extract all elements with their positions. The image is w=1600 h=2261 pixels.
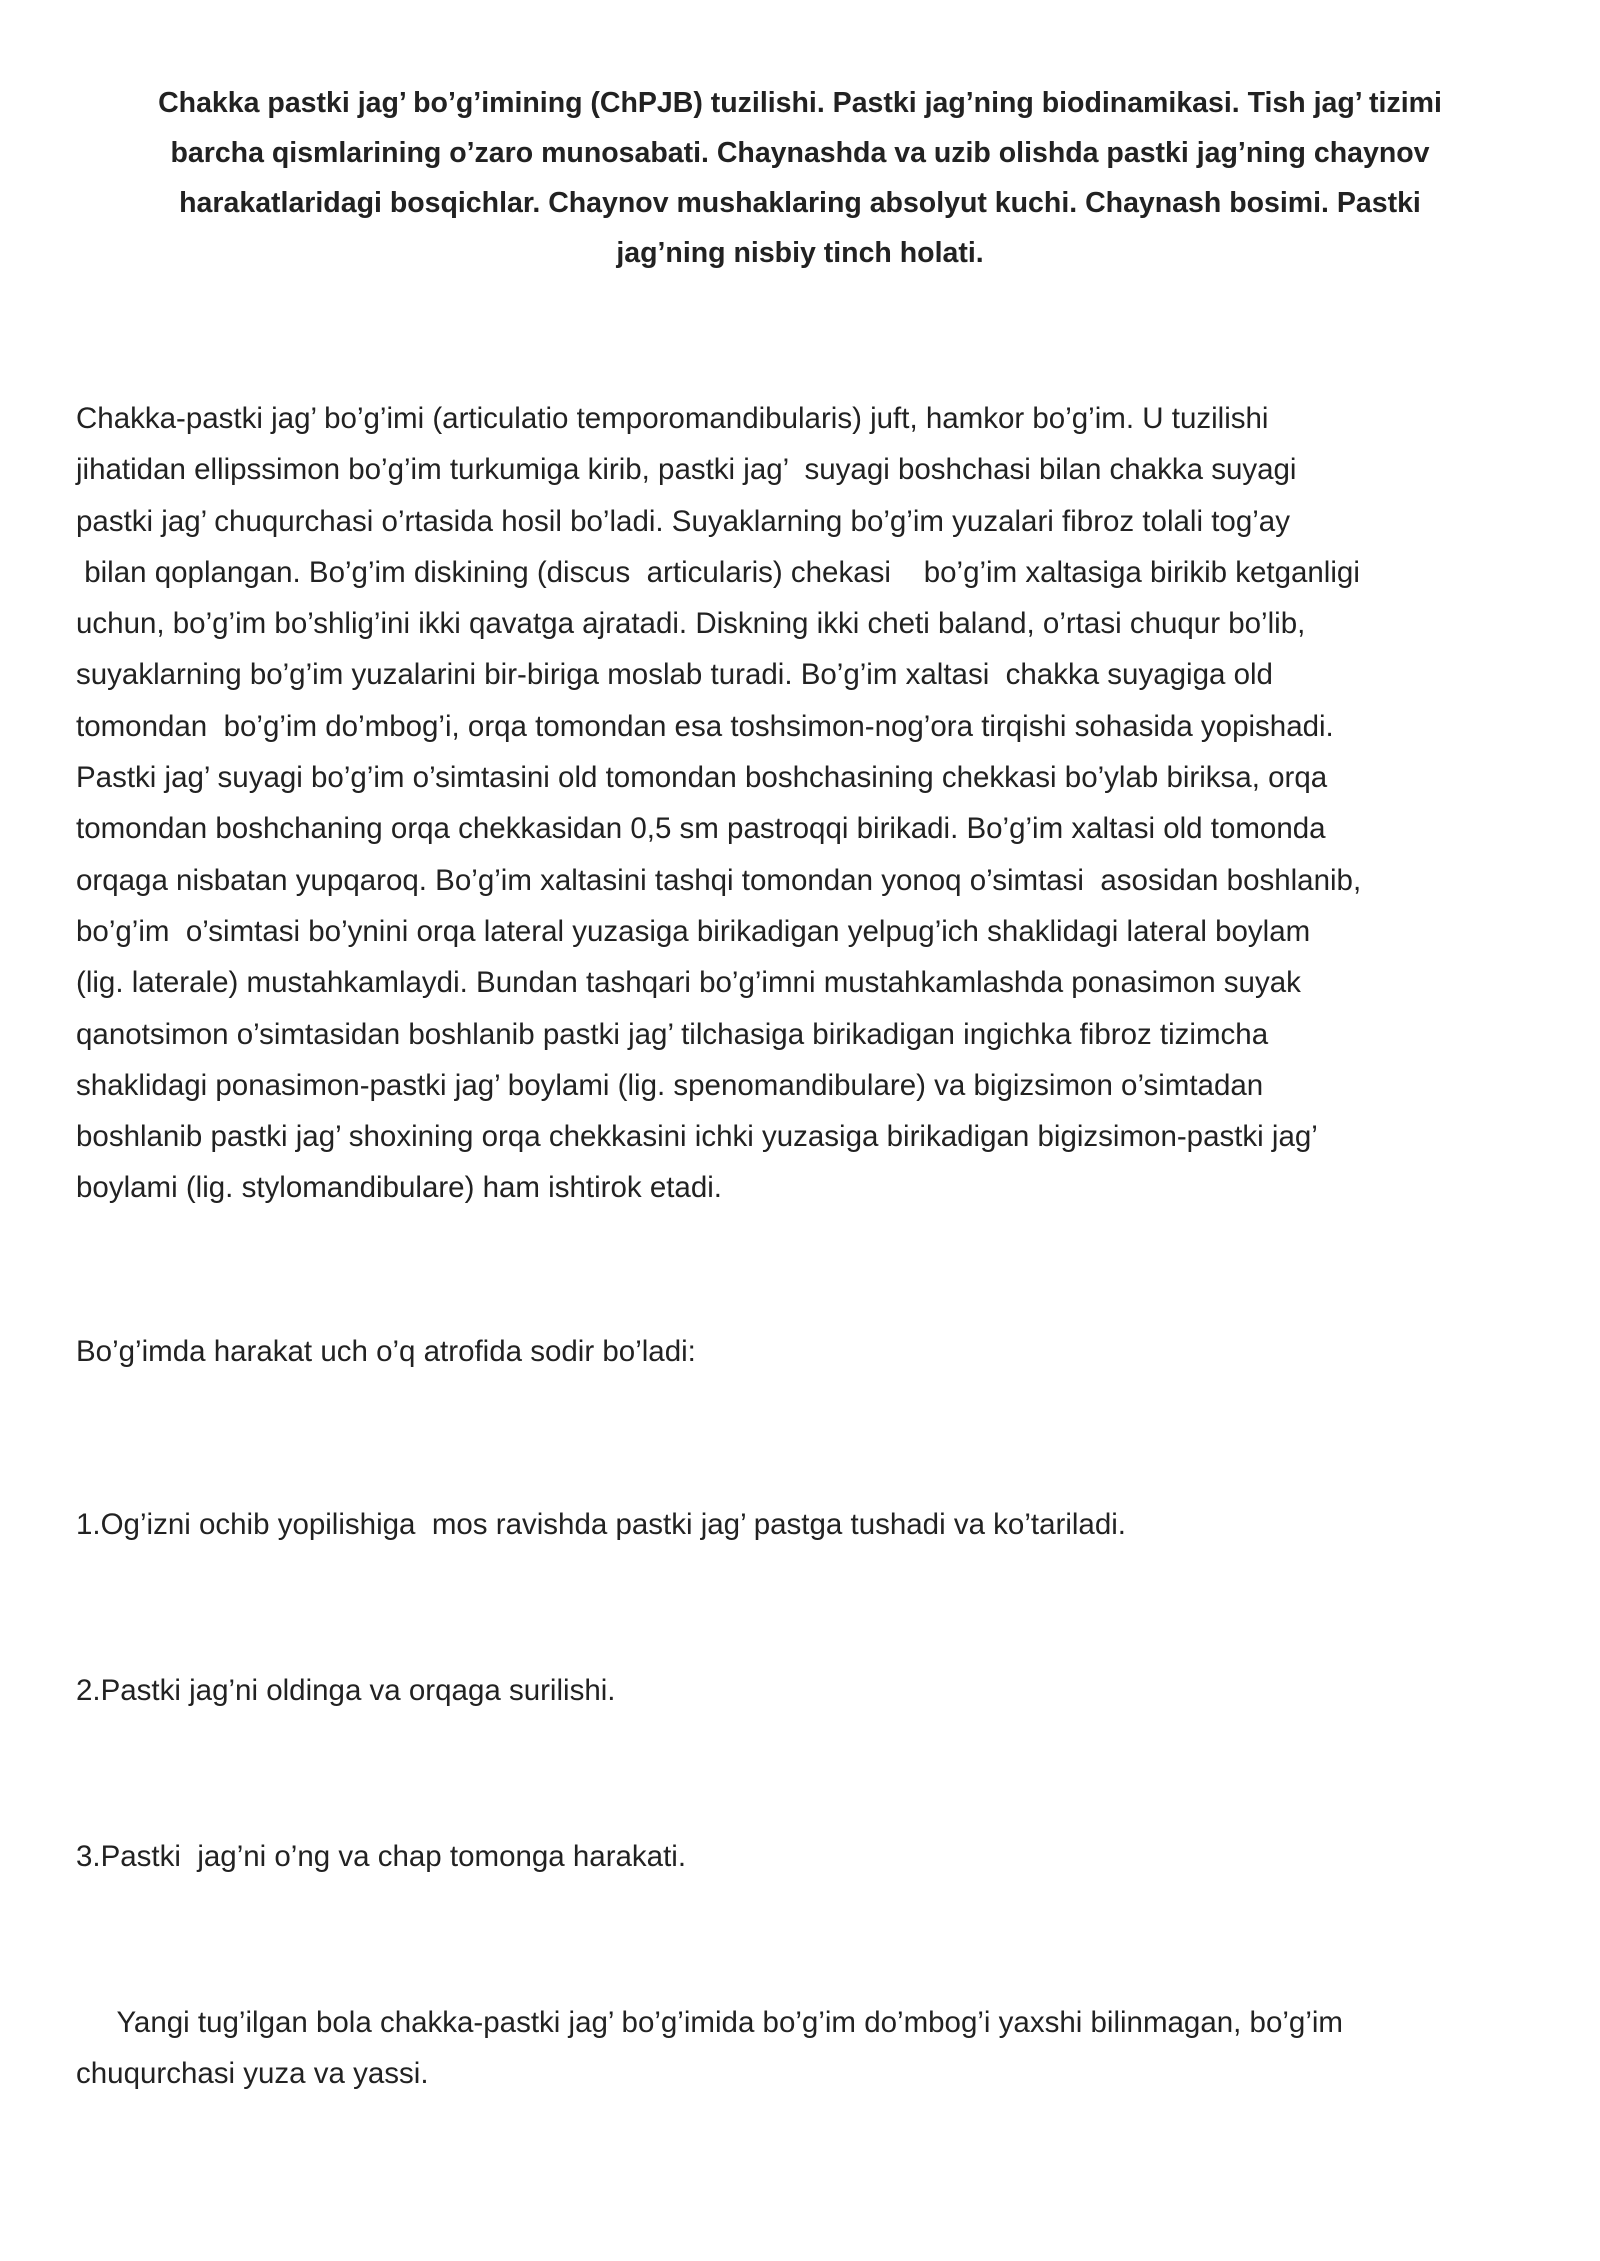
paragraph-line: boshlanib pastki jag’ shoxining orqa chekkasini ichki yuzasiga birikadigan bigizsimon-pastki jag’ [76, 1120, 1318, 1154]
list-item: 1.Og’izni ochib yopilishiga mos ravishda pastki jag’ pastga tushadi va ko’tariladi. [76, 1508, 1126, 1541]
document-title [100, 78, 1500, 278]
paragraph-line: qanotsimon o’simtasidan boshlanib pastki jag’ tilchasiga birikadigan ingichka fibroz tizimcha [76, 1017, 1269, 1051]
paragraph-line: Yangi tug’ilgan bola chakka-pastki jag’ bo’g’imida bo’g’im do’mbog’i yaxshi bilinmagan, bo’g’im [76, 2006, 1344, 2039]
paragraph-line: suyaklarning bo’g’im yuzalarini bir-biriga moslab turadi. Bo’g’im xaltasi chakka suyagiga old [76, 658, 1273, 692]
list-item: 3.Pastki jag’ni o’ng va chap tomonga harakati. [76, 1840, 687, 1873]
paragraph-line: (lig. laterale) mustahkamlaydi. Bundan tashqari bo’g’imni mustahkamlashda ponasimon suyak [76, 966, 1301, 1000]
movement-item-2 [76, 1665, 1536, 1716]
list-item: 2.Pastki jag’ni oldinga va orqaga surilishi. [76, 1674, 616, 1707]
paragraph-line: Bo’g’imda harakat uch o’q atrofida sodir bo’ladi: [76, 1335, 696, 1368]
paragraph-line: uchun, bo’g’im bo’shlig’ini ikki qavatga ajratadi. Diskning ikki cheti baland, o’rtasi chuqur bo’lib, [76, 607, 1306, 641]
paragraph-line: bilan qoplangan. Bo’g’im diskining (discus articularis) chekasi bo’g’im xaltasiga birikib ketganligi [76, 555, 1360, 589]
paragraph-line: boylami (lig. stylomandibulare) ham ishtirok etadi. [76, 1171, 722, 1205]
joint-structure-paragraph [76, 393, 1536, 1214]
movement-item-3 [76, 1831, 1536, 1882]
title-line: barcha qismlarining o’zaro munosabati. Chaynashda va uzib olishda pastki jag’ning chaynov [170, 137, 1430, 169]
movement-item-1 [76, 1499, 1536, 1550]
paragraph-line: tomondan boshchaning orqa chekkasidan 0,5 sm pastroqqi birikadi. Bo’g’im xaltasi old tomonda [76, 812, 1326, 846]
movement-intro [76, 1326, 1536, 1377]
paragraph-line: Pastki jag’ suyagi bo’g’im o’simtasini old tomondan boshchasining chekkasi bo’ylab biriksa, orqa [76, 761, 1328, 795]
title-line: harakatlaridagi bosqichlar. Chaynov mushaklaring absolyut kuchi. Chaynash bosimi. Pastki [179, 187, 1421, 219]
paragraph-line: tomondan bo’g’im do’mbog’i, orqa tomondan esa toshsimon-nog’ora tirqishi sohasida yopishadi. [76, 709, 1334, 743]
title-line: Chakka pastki jag’ bo’g’imining (ChPJB) tuzilishi. Pastki jag’ning biodinamikasi. Tish jag’ tizimi [158, 87, 1442, 119]
paragraph-line: jihatidan ellipssimon bo’g’im turkumiga kirib, pastki jag’ suyagi boshchasi bilan chakka suyagi [76, 453, 1297, 487]
paragraph-line: bo’g’im o’simtasi bo’ynini orqa lateral yuzasiga birikadigan yelpug’ich shaklidagi lateral boylam [76, 914, 1311, 948]
title-line: jag’ning nisbiy tinch holati. [616, 237, 984, 269]
paragraph-line: orqaga nisbatan yupqaroq. Bo’g’im xaltasini tashqi tomondan yonoq o’simtasi asosidan boshlanib, [76, 863, 1362, 897]
paragraph-line: Chakka-pastki jag’ bo’g’imi (articulatio temporomandibularis) juft, hamkor bo’g’im. U tuzilishi [76, 402, 1269, 435]
newborn-paragraph [76, 1997, 1536, 2100]
paragraph-line: chuqurchasi yuza va yassi. [76, 2057, 429, 2091]
paragraph-line: shaklidagi ponasimon-pastki jag’ boylami (lig. spenomandibulare) va bigizsimon o’simtadan [76, 1068, 1264, 1102]
paragraph-line: pastki jag’ chuqurchasi o’rtasida hosil bo’ladi. Suyaklarning bo’g’im yuzalari fibroz tolali tog’ay [76, 504, 1290, 538]
